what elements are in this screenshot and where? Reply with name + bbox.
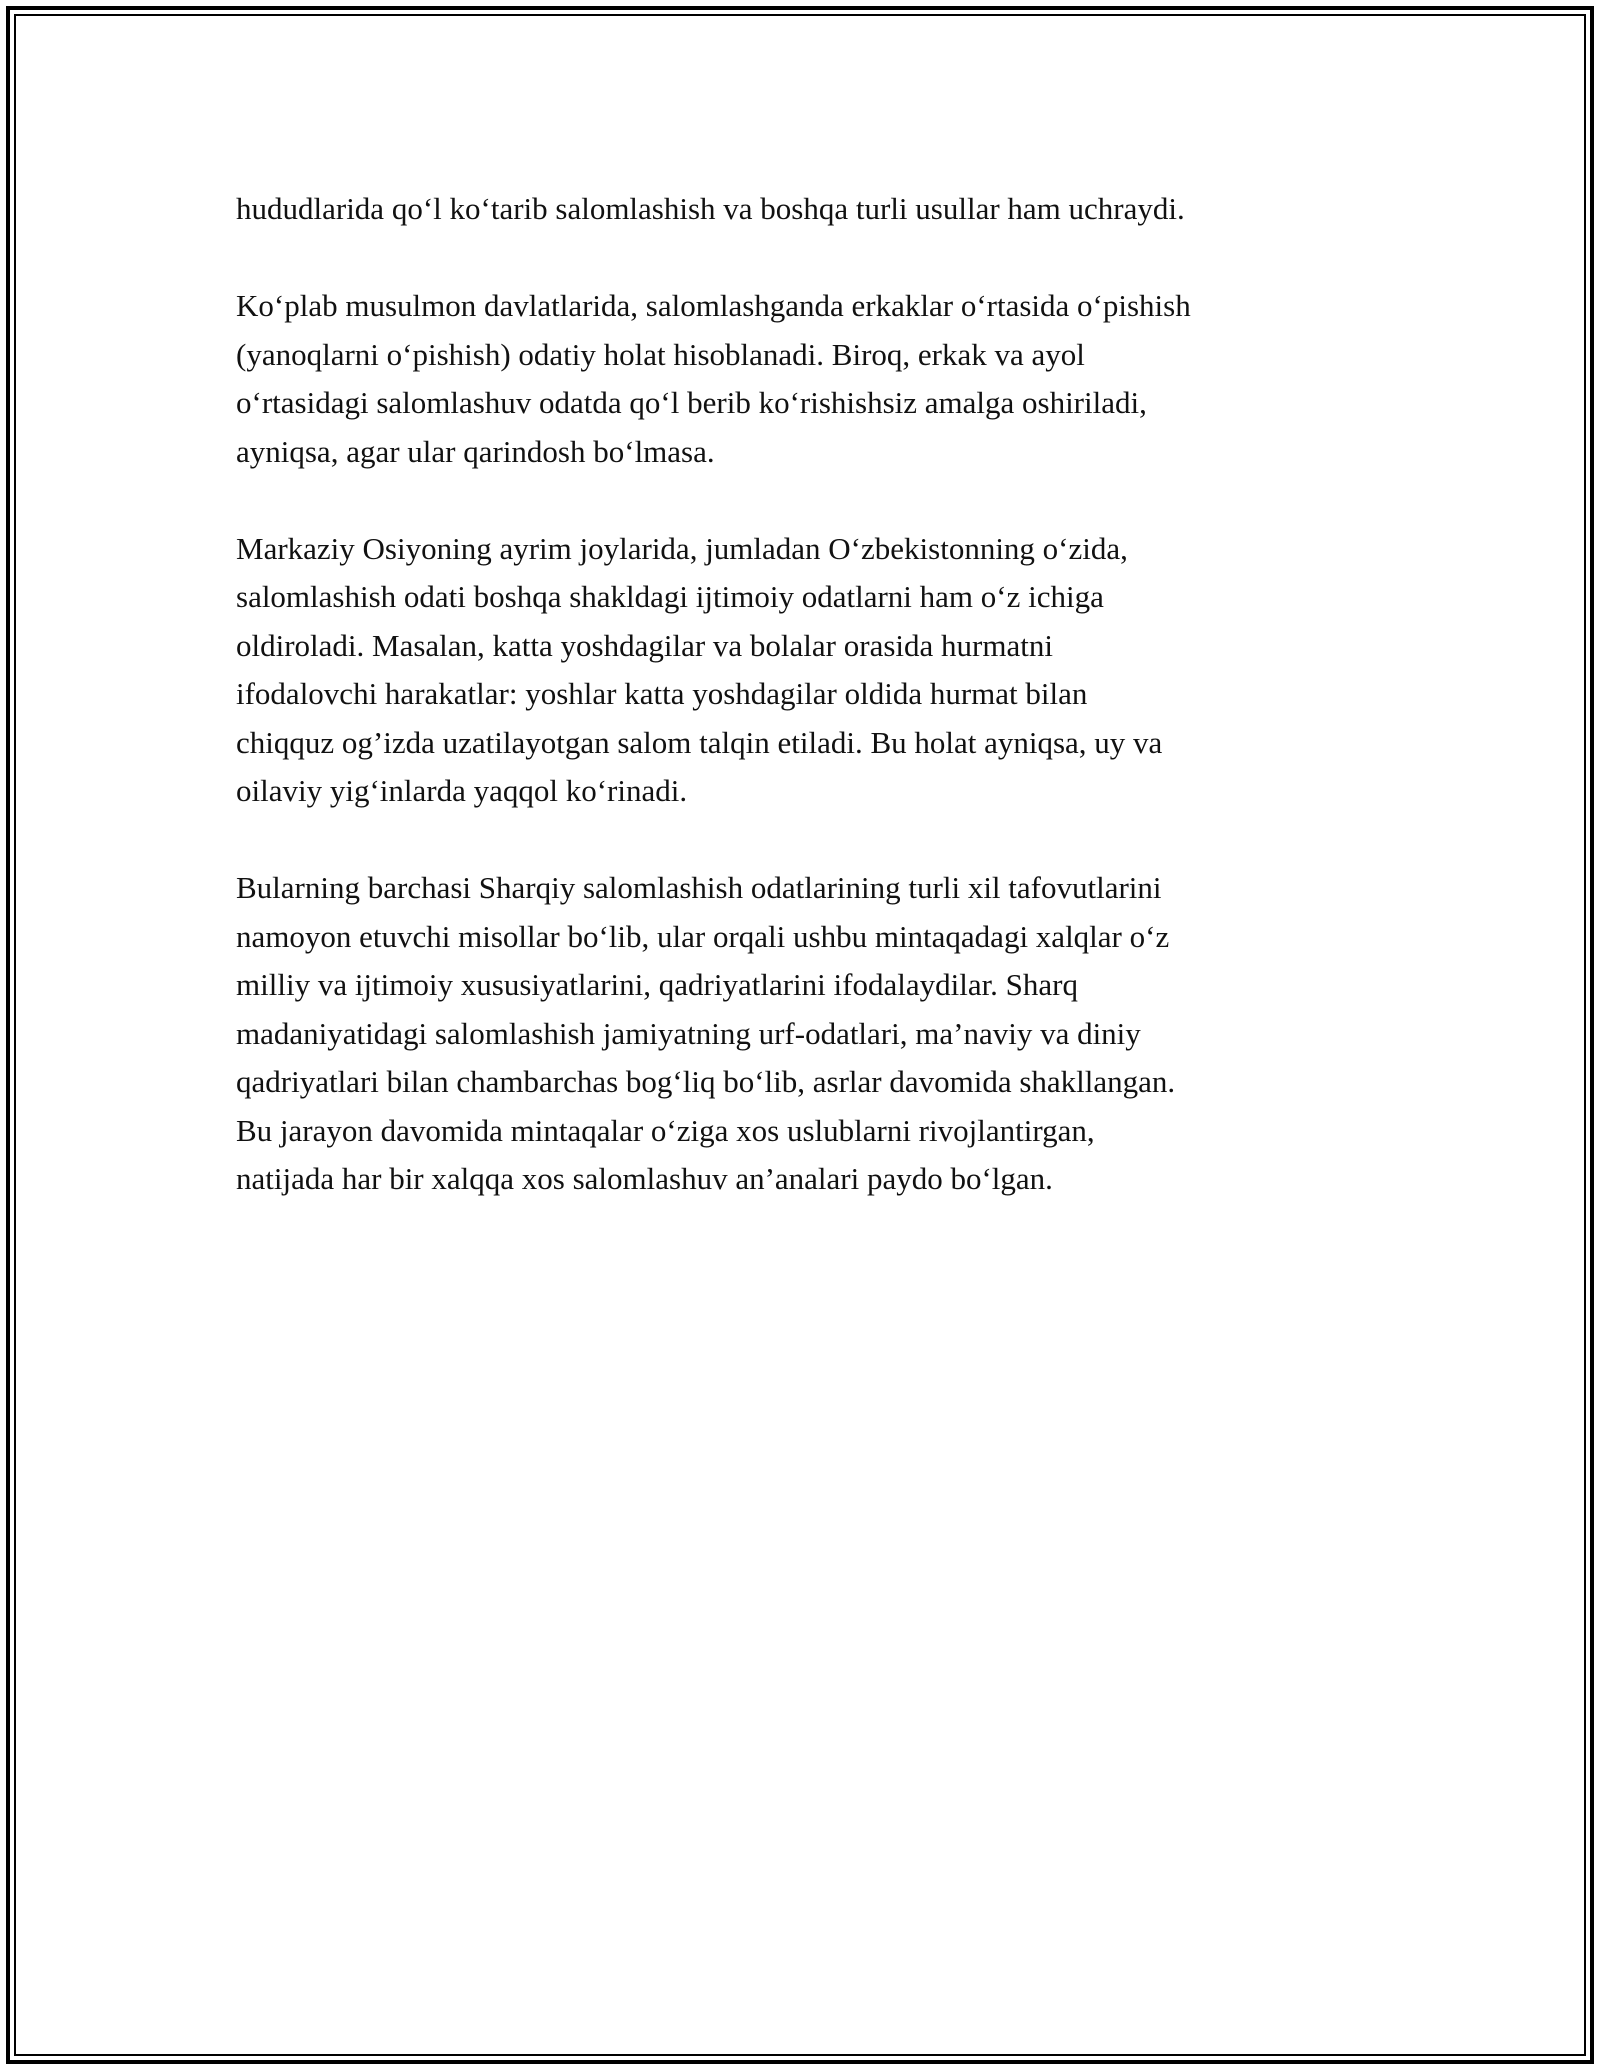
text-line: oldiroladi. Masalan, katta yoshdagilar va bolalar orasida hurmatni bbox=[236, 627, 1053, 663]
text-line: Ko‘plab musulmon davlatlarida, salomlashganda erkaklar o‘rtasida o‘pishish bbox=[236, 288, 1191, 323]
text-line: Bu jarayon davomida mintaqalar o‘ziga xos uslublarni rivojlantirgan, bbox=[236, 1112, 1095, 1148]
paragraph-2 bbox=[236, 282, 1376, 476]
text-line: ifodalovchi harakatlar: yoshlar katta yoshdagilar oldida hurmat bilan bbox=[236, 676, 1088, 711]
text-line: (yanoqlarni o‘pishish) odatiy holat hisoblanadi. Biroq, erkak va ayol bbox=[236, 336, 1085, 372]
text-line: namoyon etuvchi misollar bo‘lib, ular orqali ushbu mintaqadagi xalqlar o‘z bbox=[236, 918, 1170, 954]
paragraph-3 bbox=[236, 525, 1376, 816]
text-line: Markaziy Osiyoning ayrim joylarida, jumladan O‘zbekistonning o‘zida, bbox=[236, 530, 1128, 566]
text-line: madaniyatidagi salomlashish jamiyatning urf-odatlari, ma’naviy va diniy bbox=[236, 1015, 1141, 1051]
text-line: salomlashish odati boshqa shakldagi ijtimoiy odatlarni ham o‘z ichiga bbox=[236, 579, 1104, 614]
text-line: qadriyatlari bilan chambarchas bog‘liq bo‘lib, asrlar davomida shakllangan. bbox=[236, 1064, 1176, 1099]
text-line: Bularning barchasi Sharqiy salomlashish odatlarining turli xil tafovutlarini bbox=[236, 870, 1162, 905]
text-line: ayniqsa, agar ular qarindosh bo‘lmasa. bbox=[236, 433, 715, 469]
text-line: hududlarida qo‘l ko‘tarib salomlashish va boshqa turli usullar ham uchraydi. bbox=[236, 191, 1185, 226]
paragraph-1 bbox=[236, 185, 1376, 234]
text-line: oilaviy yig‘inlarda yaqqol ko‘rinadi. bbox=[236, 773, 688, 808]
paragraph-4 bbox=[236, 864, 1376, 1204]
text-line: o‘rtasidagi salomlashuv odatda qo‘l berib ko‘rishishsiz amalga oshiriladi, bbox=[236, 385, 1147, 420]
text-line: milliy va ijtimoiy xususiyatlarini, qadriyatlarini ifodalaydilar. Sharq bbox=[236, 967, 1079, 1002]
text-line: natijada har bir xalqqa xos salomlashuv an’analari paydo bo‘lgan. bbox=[236, 1161, 1053, 1196]
text-line: chiqquz og’izda uzatilayotgan salom talqin etiladi. Bu holat ayniqsa, uy va bbox=[236, 724, 1163, 760]
document-body bbox=[236, 185, 1376, 1252]
